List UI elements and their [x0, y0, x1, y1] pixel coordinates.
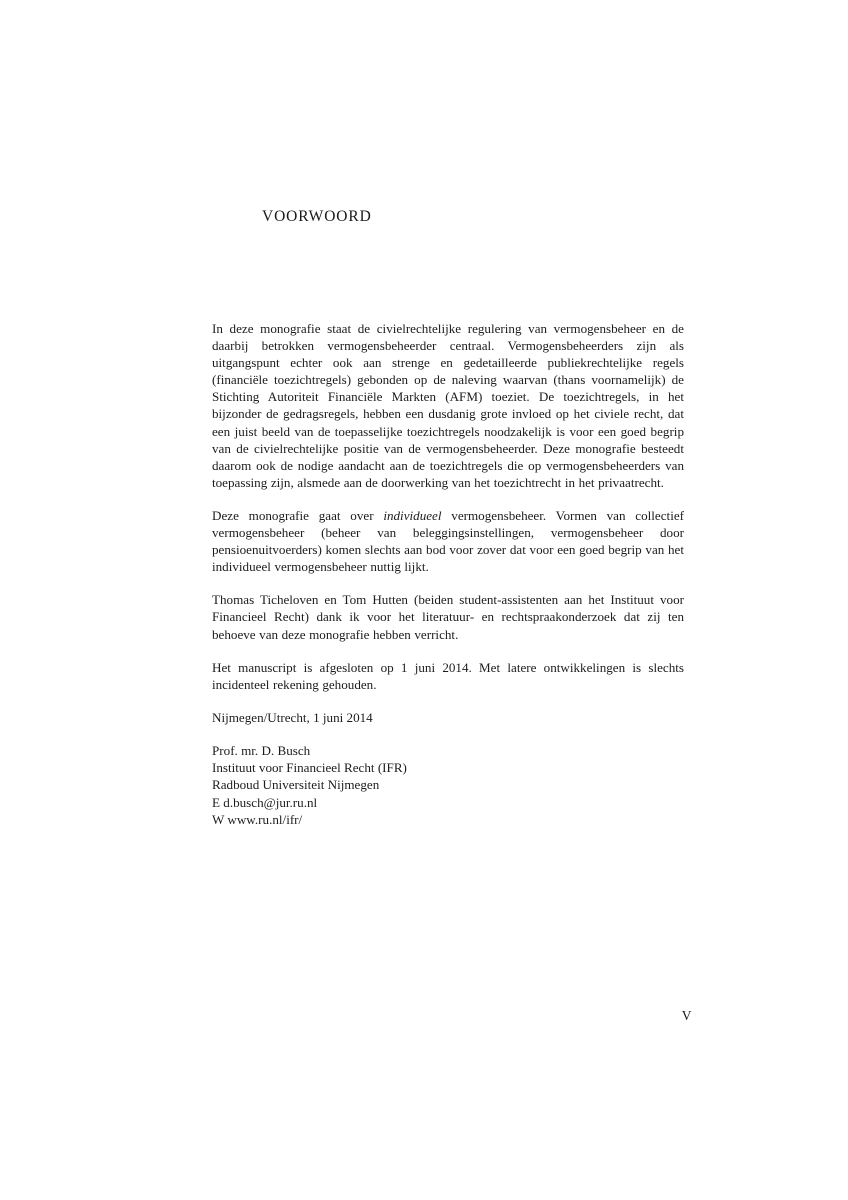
paragraph-2 — [212, 507, 684, 575]
author-university: Radboud Universiteit Nijmegen — [212, 777, 380, 793]
signature-block — [212, 742, 684, 828]
author-institute: Instituut voor Financieel Recht (IFR) — [212, 760, 407, 776]
paragraph-2-tail: vermogensbeheer. Vormen van collectief vermogensbeheer (beheer van beleggingsinstellingen, vermogensbeheer door pensioenuitvoerders) komen slechts aan bod voor zover dat voor een goed begrip van het individueel vermogensbeheer nuttig lijkt. — [212, 507, 684, 575]
paragraph-1: In deze monografie staat de civielrechtelijke regulering van vermogensbeheer en de daarbij betrokken vermogensbeheerder centraal. Vermogensbeheerders zijn als uitgangspunt echter ook aan strenge en gedetailleerde publiekrechtelijke regels (financiële toezichtregels) gebonden op de naleving waarvan (thans voornamelijk) de Stichting Autoriteit Financiële Markten (AFM) toeziet. De toezichtregels, in het bijzonder de gedragsregels, hebben een dusdanig grote invloed op het civiele recht, dat een juist beeld van de toepasselijke toezichtregels noodzakelijk is voor een goed begrip van de civielrechtelijke positie van de vermogensbeheerder. Deze monografie besteedt daarom ook de nodige aandacht aan de toezichtregels die op vermogensbeheerders van toepassing zijn, alsmede aan de doorwerking van het toezichtrecht in het privaatrecht. — [212, 321, 684, 490]
body-text-block — [212, 320, 684, 828]
paragraph-4: Het manuscript is afgesloten op 1 juni 2014. Met latere ontwikkelingen is slechts incidenteel rekening gehouden. — [212, 659, 684, 692]
dateline: Nijmegen/Utrecht, 1 juni 2014 — [212, 709, 373, 725]
author-website: W www.ru.nl/ifr/ — [212, 812, 303, 828]
author-name: Prof. mr. D. Busch — [212, 742, 311, 758]
author-email: E d.busch@jur.ru.nl — [212, 794, 318, 810]
paragraph-3: Thomas Ticheloven en Tom Hutten (beiden student-assistenten aan het Instituut voor Financieel Recht) dank ik voor het literatuur- en rechtspraakonderzoek dat zij ten behoeve van deze monografie hebben verricht. — [212, 592, 684, 642]
page-title: VOORWOORD — [262, 208, 372, 226]
paragraph-2-emphasis: individueel — [383, 507, 442, 523]
page-folio: V — [681, 1008, 692, 1023]
paragraph-2-lead: Deze monografie gaat over — [212, 507, 384, 523]
